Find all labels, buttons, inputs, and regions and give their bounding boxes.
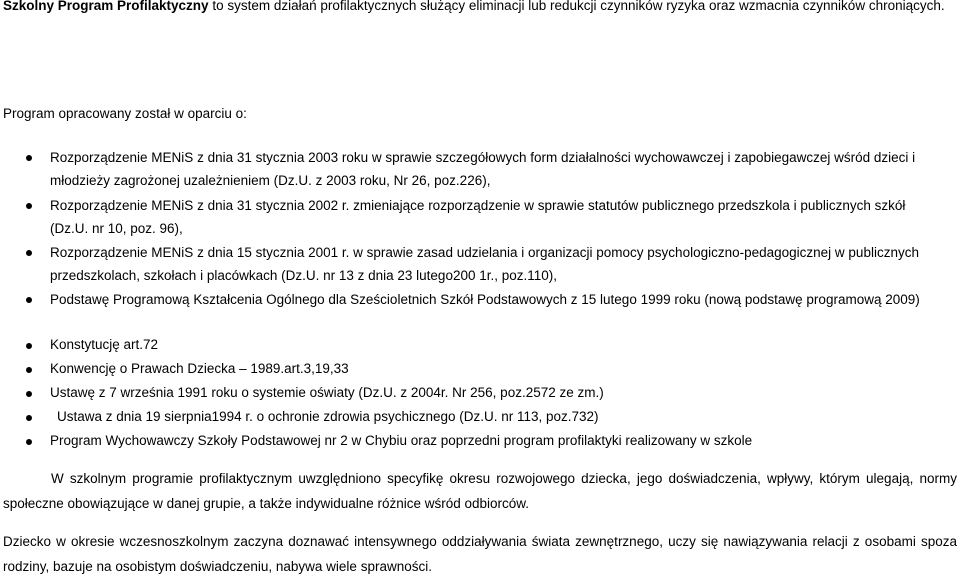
intro-paragraph-text: to system działań profilaktycznych służący eliminacji lub redukcji czynników ryzyka oraz wzmacnia czynników chroniących.: [208, 0, 945, 13]
bullet-icon: [26, 415, 32, 421]
list-item: [0, 334, 960, 358]
list-item: [0, 406, 960, 430]
list-item-text: Konwencję o Prawach Dziecka – 1989.art.3,19,33: [50, 361, 349, 376]
bullet-icon: [26, 203, 32, 209]
list-item: [0, 143, 960, 192]
bullet-icon: [26, 250, 32, 256]
body-paragraph-child: Dziecko w okresie wczesnoszkolnym zaczyna doznawać intensywnego oddziaływania świata zewnętrznego, uczy się nawiązywania relacji z osobami spoza rodziny, bazuje na osobistym doświadczeniu, nabywa wiele sprawności.: [3, 534, 957, 574]
list-item-text: Rozporządzenie MENiS z dnia 15 stycznia 2001 r. w sprawie zasad udzielania i organizacji pomocy psychologiczno-pedagogicznej w publicznych przedszkolach, szkołach i placówkach (Dz.U. nr 13 z dnia 23 lutego200 1r., poz.110),: [50, 245, 919, 283]
list-item-text: Podstawę Programową Kształcenia Ogólnego dla Sześcioletnich Szkół Podstawowych z 15 lutego 1999 roku (nową podstawę programową 2009): [50, 292, 920, 307]
list-item-text: Rozporządzenie MENiS z dnia 31 stycznia 2002 r. zmieniające rozporządzenie w sprawie statutów publicznego przedszkola i publicznych szkół (Dz.U. nr 10, poz. 96),: [50, 198, 906, 236]
list-item-text: Ustawa z dnia 19 sierpnia1994 r. o ochronie zdrowia psychicznego (Dz.U. nr 113, poz.732): [57, 409, 599, 424]
bullet-icon: [26, 367, 32, 373]
list-item: [0, 192, 960, 240]
list-item-text: Konstytucję art.72: [50, 337, 159, 352]
list-item: [0, 382, 960, 406]
legal-basis-list: [0, 143, 960, 454]
bullet-icon: [26, 343, 32, 349]
program-name-bold: Szkolny Program Profilaktyczny: [3, 0, 209, 13]
list-item: [0, 358, 960, 382]
bullet-icon: [26, 297, 32, 303]
list-item: [0, 287, 960, 334]
bullet-icon: [26, 155, 32, 161]
list-item: [0, 430, 960, 454]
list-item-text: Rozporządzenie MENiS z dnia 31 stycznia 2003 roku w sprawie szczegółowych form działalności wychowawczej i zapobiegawczej wśród dzieci i młodzieży zagrożonej uzależnieniem (Dz.U. z 2003 roku, Nr 26, poz.226),: [50, 150, 916, 188]
basis-heading: Program opracowany został w oparciu o:: [3, 106, 247, 121]
list-item-text: Ustawę z 7 września 1991 roku o systemie oświaty (Dz.U. z 2004r. Nr 256, poz.2572 ze zm.): [50, 385, 604, 400]
list-item: [0, 240, 960, 287]
bullet-icon: [26, 391, 32, 397]
bullet-icon: [26, 439, 32, 445]
list-item-text: Program Wychowawczy Szkoły Podstawowej nr 2 w Chybiu oraz poprzedni program profilaktyki realizowany w szkole: [50, 433, 753, 448]
body-paragraph-profile: W szkolnym programie profilaktycznym uwzględniono specyfikę okresu rozwojowego dziecka, jego doświadczenia, wpływy, którym ulegają, normy społeczne obowiązujące w danej grupie, a także indywidualne różnice wśród odbiorców.: [3, 471, 957, 511]
intro-paragraph: [3, 0, 957, 17]
